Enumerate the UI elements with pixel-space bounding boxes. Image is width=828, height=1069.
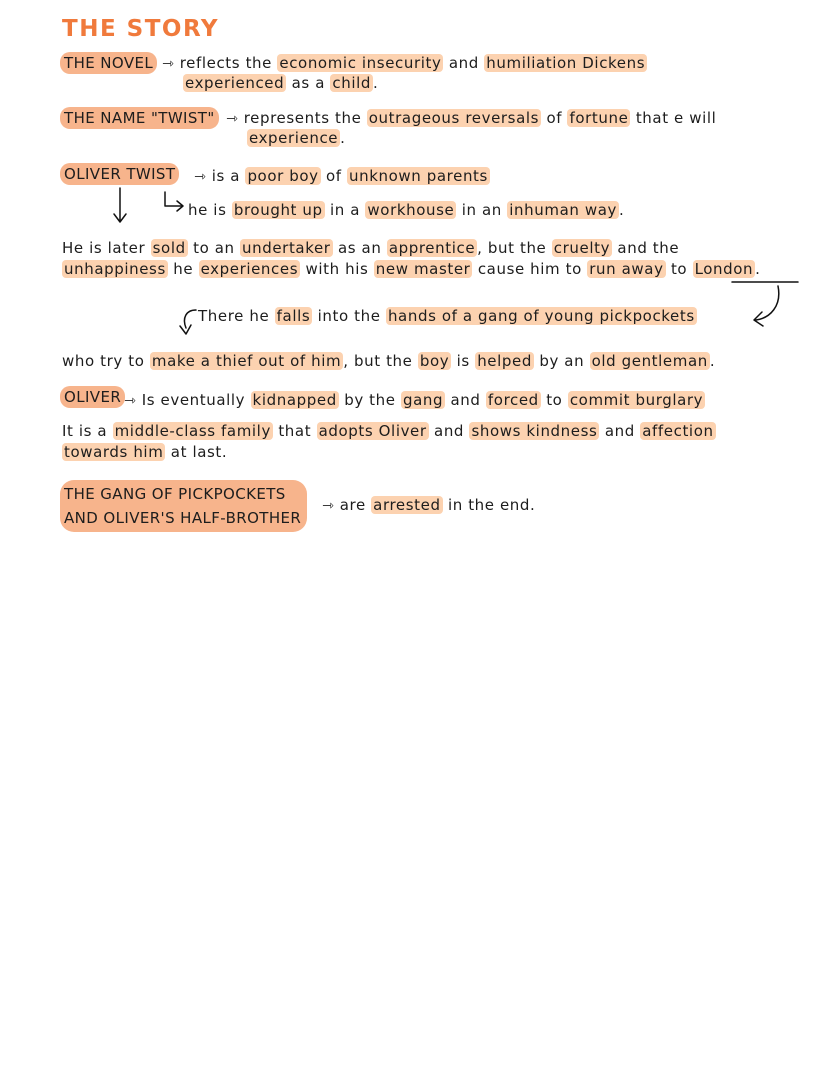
highlight: undertaker bbox=[242, 239, 331, 257]
text: that bbox=[278, 422, 312, 440]
curved-arrow-icon bbox=[730, 280, 790, 330]
highlight: experiences bbox=[200, 260, 299, 278]
text: into the bbox=[317, 307, 381, 325]
novel-line-1 bbox=[162, 53, 647, 74]
highlight: forced bbox=[487, 391, 539, 409]
text: reflects the bbox=[179, 54, 272, 72]
tag-line-2: AND OLIVER'S HALF-BROTHER bbox=[64, 509, 302, 527]
text: . bbox=[755, 260, 761, 278]
text: . bbox=[618, 201, 625, 219]
text: and bbox=[604, 422, 635, 440]
text: by the bbox=[344, 391, 396, 409]
highlight: adopts Oliver bbox=[318, 422, 427, 440]
highlight: falls bbox=[276, 307, 311, 325]
highlight: experience bbox=[249, 129, 339, 147]
text: he is bbox=[188, 201, 227, 219]
highlight: inhuman way bbox=[509, 201, 617, 219]
para1-line-2 bbox=[62, 259, 761, 279]
text: as a bbox=[291, 74, 326, 92]
arrow-icon: ⇾ bbox=[226, 111, 239, 127]
text: at last. bbox=[170, 443, 228, 461]
highlight: towards him bbox=[64, 443, 164, 461]
text: to bbox=[670, 260, 688, 278]
arrow-icon: ⇾ bbox=[124, 393, 137, 409]
family-line-2 bbox=[62, 442, 227, 462]
text: who try to bbox=[62, 352, 145, 370]
text: Is eventually bbox=[141, 391, 246, 409]
text: of bbox=[546, 109, 563, 127]
text: to bbox=[546, 391, 563, 409]
text: is bbox=[456, 352, 470, 370]
text: represents the bbox=[243, 109, 362, 127]
gang-line-2 bbox=[62, 351, 715, 371]
oliver-twist-line-2 bbox=[188, 200, 624, 220]
text: of bbox=[326, 167, 342, 185]
highlight: brought up bbox=[233, 201, 323, 219]
text: , but the bbox=[343, 352, 413, 370]
turn-arrow-icon bbox=[160, 190, 190, 214]
oliver-twist-line-1 bbox=[194, 166, 490, 187]
highlight: shows kindness bbox=[471, 422, 598, 440]
text: and bbox=[450, 391, 481, 409]
page-title: THE STORY bbox=[62, 16, 220, 42]
text: that e will bbox=[635, 109, 717, 127]
text: and bbox=[448, 54, 479, 72]
text: . bbox=[709, 352, 716, 370]
arrow-icon: ⇾ bbox=[194, 169, 207, 185]
ending-line bbox=[322, 495, 535, 516]
text: . bbox=[373, 74, 379, 92]
text: cause him to bbox=[477, 260, 582, 278]
highlight: gang bbox=[402, 391, 444, 409]
highlight: economic insecurity bbox=[279, 54, 442, 72]
family-line-1 bbox=[62, 421, 716, 441]
text: and bbox=[434, 422, 465, 440]
highlight: experienced bbox=[185, 74, 285, 92]
text: , but the bbox=[477, 239, 547, 257]
tag-the-novel: THE NOVEL bbox=[60, 52, 157, 74]
highlight: commit burglary bbox=[569, 391, 704, 409]
text: He is later bbox=[62, 239, 146, 257]
hook-arrow-icon bbox=[176, 306, 200, 342]
highlight: boy bbox=[419, 352, 450, 370]
highlight: workhouse bbox=[367, 201, 455, 219]
tag-line-1: THE GANG OF PICKPOCKETS bbox=[64, 485, 286, 503]
highlight: humiliation Dickens bbox=[486, 54, 646, 72]
gang-line-1 bbox=[198, 306, 697, 326]
highlight: new master bbox=[375, 260, 471, 278]
highlight: unhappiness bbox=[64, 260, 166, 278]
down-arrow-icon bbox=[110, 186, 130, 230]
text: in the end. bbox=[447, 496, 536, 514]
highlight: middle-class family bbox=[114, 422, 271, 440]
text: by an bbox=[539, 352, 585, 370]
highlight: kidnapped bbox=[252, 391, 337, 409]
text: There he bbox=[198, 307, 270, 325]
text: with his bbox=[305, 260, 369, 278]
tag-oliver-twist: OLIVER TWIST bbox=[60, 163, 179, 185]
tag-the-name-twist: THE NAME "TWIST" bbox=[60, 107, 219, 129]
highlight: arrested bbox=[373, 496, 441, 514]
highlight: apprentice bbox=[388, 239, 476, 257]
highlight: child bbox=[332, 74, 372, 92]
highlight: affection bbox=[642, 422, 714, 440]
highlight: make a thief out of him bbox=[151, 352, 342, 370]
novel-line-2 bbox=[183, 73, 378, 93]
highlight: cruelty bbox=[553, 239, 611, 257]
arrow-icon: ⇾ bbox=[162, 56, 175, 72]
text: . bbox=[340, 129, 346, 147]
highlight: run away bbox=[589, 260, 664, 278]
text: It is a bbox=[62, 422, 108, 440]
text: is a bbox=[211, 167, 241, 185]
text: and the bbox=[617, 239, 680, 257]
highlight: old gentleman bbox=[591, 352, 708, 370]
text: he bbox=[173, 260, 194, 278]
text: in a bbox=[330, 201, 361, 219]
para1-line-1 bbox=[62, 238, 679, 258]
text: to an bbox=[193, 239, 235, 257]
tag-gang-and-half-brother bbox=[60, 480, 307, 532]
arrow-icon: ⇾ bbox=[322, 498, 335, 514]
highlight: outrageous reversals bbox=[368, 109, 540, 127]
name-line-2 bbox=[247, 128, 346, 148]
highlight: hands of a gang of young pickpockets bbox=[387, 307, 695, 325]
highlight: London bbox=[694, 260, 754, 278]
oliver-line-1 bbox=[124, 390, 705, 411]
highlight: sold bbox=[152, 239, 186, 257]
highlight: helped bbox=[477, 352, 532, 370]
text: are bbox=[339, 496, 366, 514]
highlight: fortune bbox=[569, 109, 629, 127]
name-line-1 bbox=[226, 108, 716, 129]
highlight: poor boy bbox=[247, 167, 319, 185]
tag-oliver: OLIVER bbox=[60, 386, 125, 408]
text: in an bbox=[461, 201, 502, 219]
text: as an bbox=[337, 239, 382, 257]
highlight: unknown parents bbox=[349, 167, 488, 185]
